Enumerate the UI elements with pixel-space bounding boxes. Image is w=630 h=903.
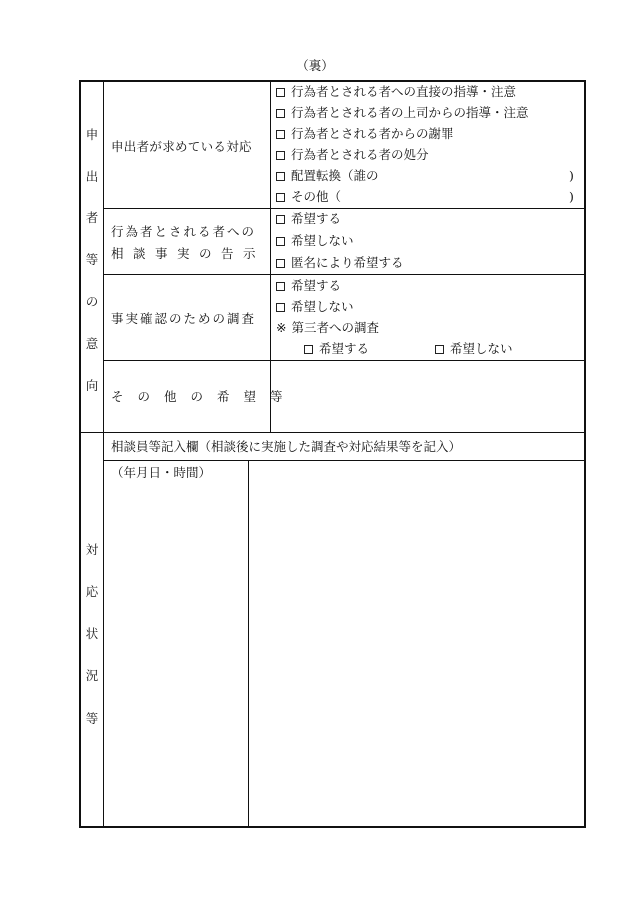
checkbox[interactable]: [276, 259, 285, 268]
checkbox[interactable]: [276, 172, 285, 181]
checkbox[interactable]: [276, 151, 285, 160]
vertical-char: 等: [85, 711, 99, 726]
option-direct-guidance: 行為者とされる者への直接の指導・注意: [276, 84, 516, 99]
divider-vertical-labelcol: [103, 81, 104, 827]
option-investigation-no: 希望しない: [276, 299, 354, 314]
vertical-char: 等: [85, 252, 99, 267]
counselor-section-header: 相談員等記入欄（相談後に実施した調査や対応結果等を記入）: [111, 439, 462, 454]
checkbox[interactable]: [435, 345, 444, 354]
checkbox[interactable]: [276, 130, 285, 139]
paren-close: ): [569, 189, 574, 204]
divider-row1: [104, 208, 585, 209]
row-label-requested-response: 申出者が求めている対応: [111, 139, 252, 154]
divider-section: [80, 432, 585, 433]
row-label-fact-check: 事実確認のための調査: [111, 311, 257, 326]
checkbox[interactable]: [276, 193, 285, 202]
option-disclosure-no: 希望しない: [276, 233, 354, 248]
vertical-char: 状: [85, 626, 99, 641]
divider-header: [104, 460, 585, 461]
vertical-char: 向: [85, 378, 99, 393]
checkbox[interactable]: [276, 88, 285, 97]
table-border-top: [79, 80, 586, 82]
divider-vertical-optioncol: [270, 81, 271, 432]
vertical-char: 出: [85, 169, 99, 184]
divider-row3: [104, 360, 585, 361]
row-label-disclosure-line2: 相談事実の告示: [111, 246, 266, 261]
note-mark: ※: [276, 320, 287, 335]
row-label-disclosure-line1: 行為者とされる者への: [111, 224, 257, 239]
checkbox[interactable]: [304, 345, 313, 354]
option-disclosure-yes: 希望する: [276, 211, 341, 226]
other-wishes-field[interactable]: [272, 362, 583, 431]
divider-vertical-datecol: [248, 461, 249, 827]
option-investigation-yes: 希望する: [276, 278, 341, 293]
checkbox[interactable]: [276, 303, 285, 312]
option-third-party-no: 希望しない: [435, 341, 513, 356]
option-apology: 行為者とされる者からの謝罪: [276, 126, 454, 141]
option-supervisor-guidance: 行為者とされる者の上司からの指導・注意: [276, 105, 529, 120]
table-border-bottom: [79, 826, 586, 828]
vertical-char: の: [85, 294, 99, 309]
vertical-char: 対: [85, 542, 99, 557]
row-label-other-wishes: その他の希望等: [111, 389, 297, 404]
option-third-party-yes: 希望する: [304, 341, 369, 356]
date-entry-field[interactable]: [105, 482, 247, 825]
checkbox[interactable]: [276, 215, 285, 224]
option-other: その他（: [276, 189, 341, 204]
divider-row2: [104, 274, 585, 275]
option-discipline: 行為者とされる者の処分: [276, 147, 429, 162]
vertical-char: 況: [85, 668, 99, 683]
checkbox[interactable]: [276, 237, 285, 246]
vertical-char: 申: [85, 127, 99, 142]
vertical-char: 者: [85, 210, 99, 225]
table-border-right: [584, 80, 586, 828]
third-party-note: ※ 第三者への調査: [276, 320, 379, 335]
page-label: （裏）: [296, 58, 334, 73]
date-time-label: （年月日・時間）: [111, 465, 212, 480]
vertical-char: 意: [85, 336, 99, 351]
option-disclosure-anonymous: 匿名により希望する: [276, 255, 404, 270]
checkbox[interactable]: [276, 282, 285, 291]
checkbox[interactable]: [276, 109, 285, 118]
response-entry-field[interactable]: [250, 462, 583, 825]
option-transfer: 配置転換（誰の: [276, 168, 379, 183]
paren-close: ): [569, 168, 574, 183]
vertical-char: 応: [85, 584, 99, 599]
